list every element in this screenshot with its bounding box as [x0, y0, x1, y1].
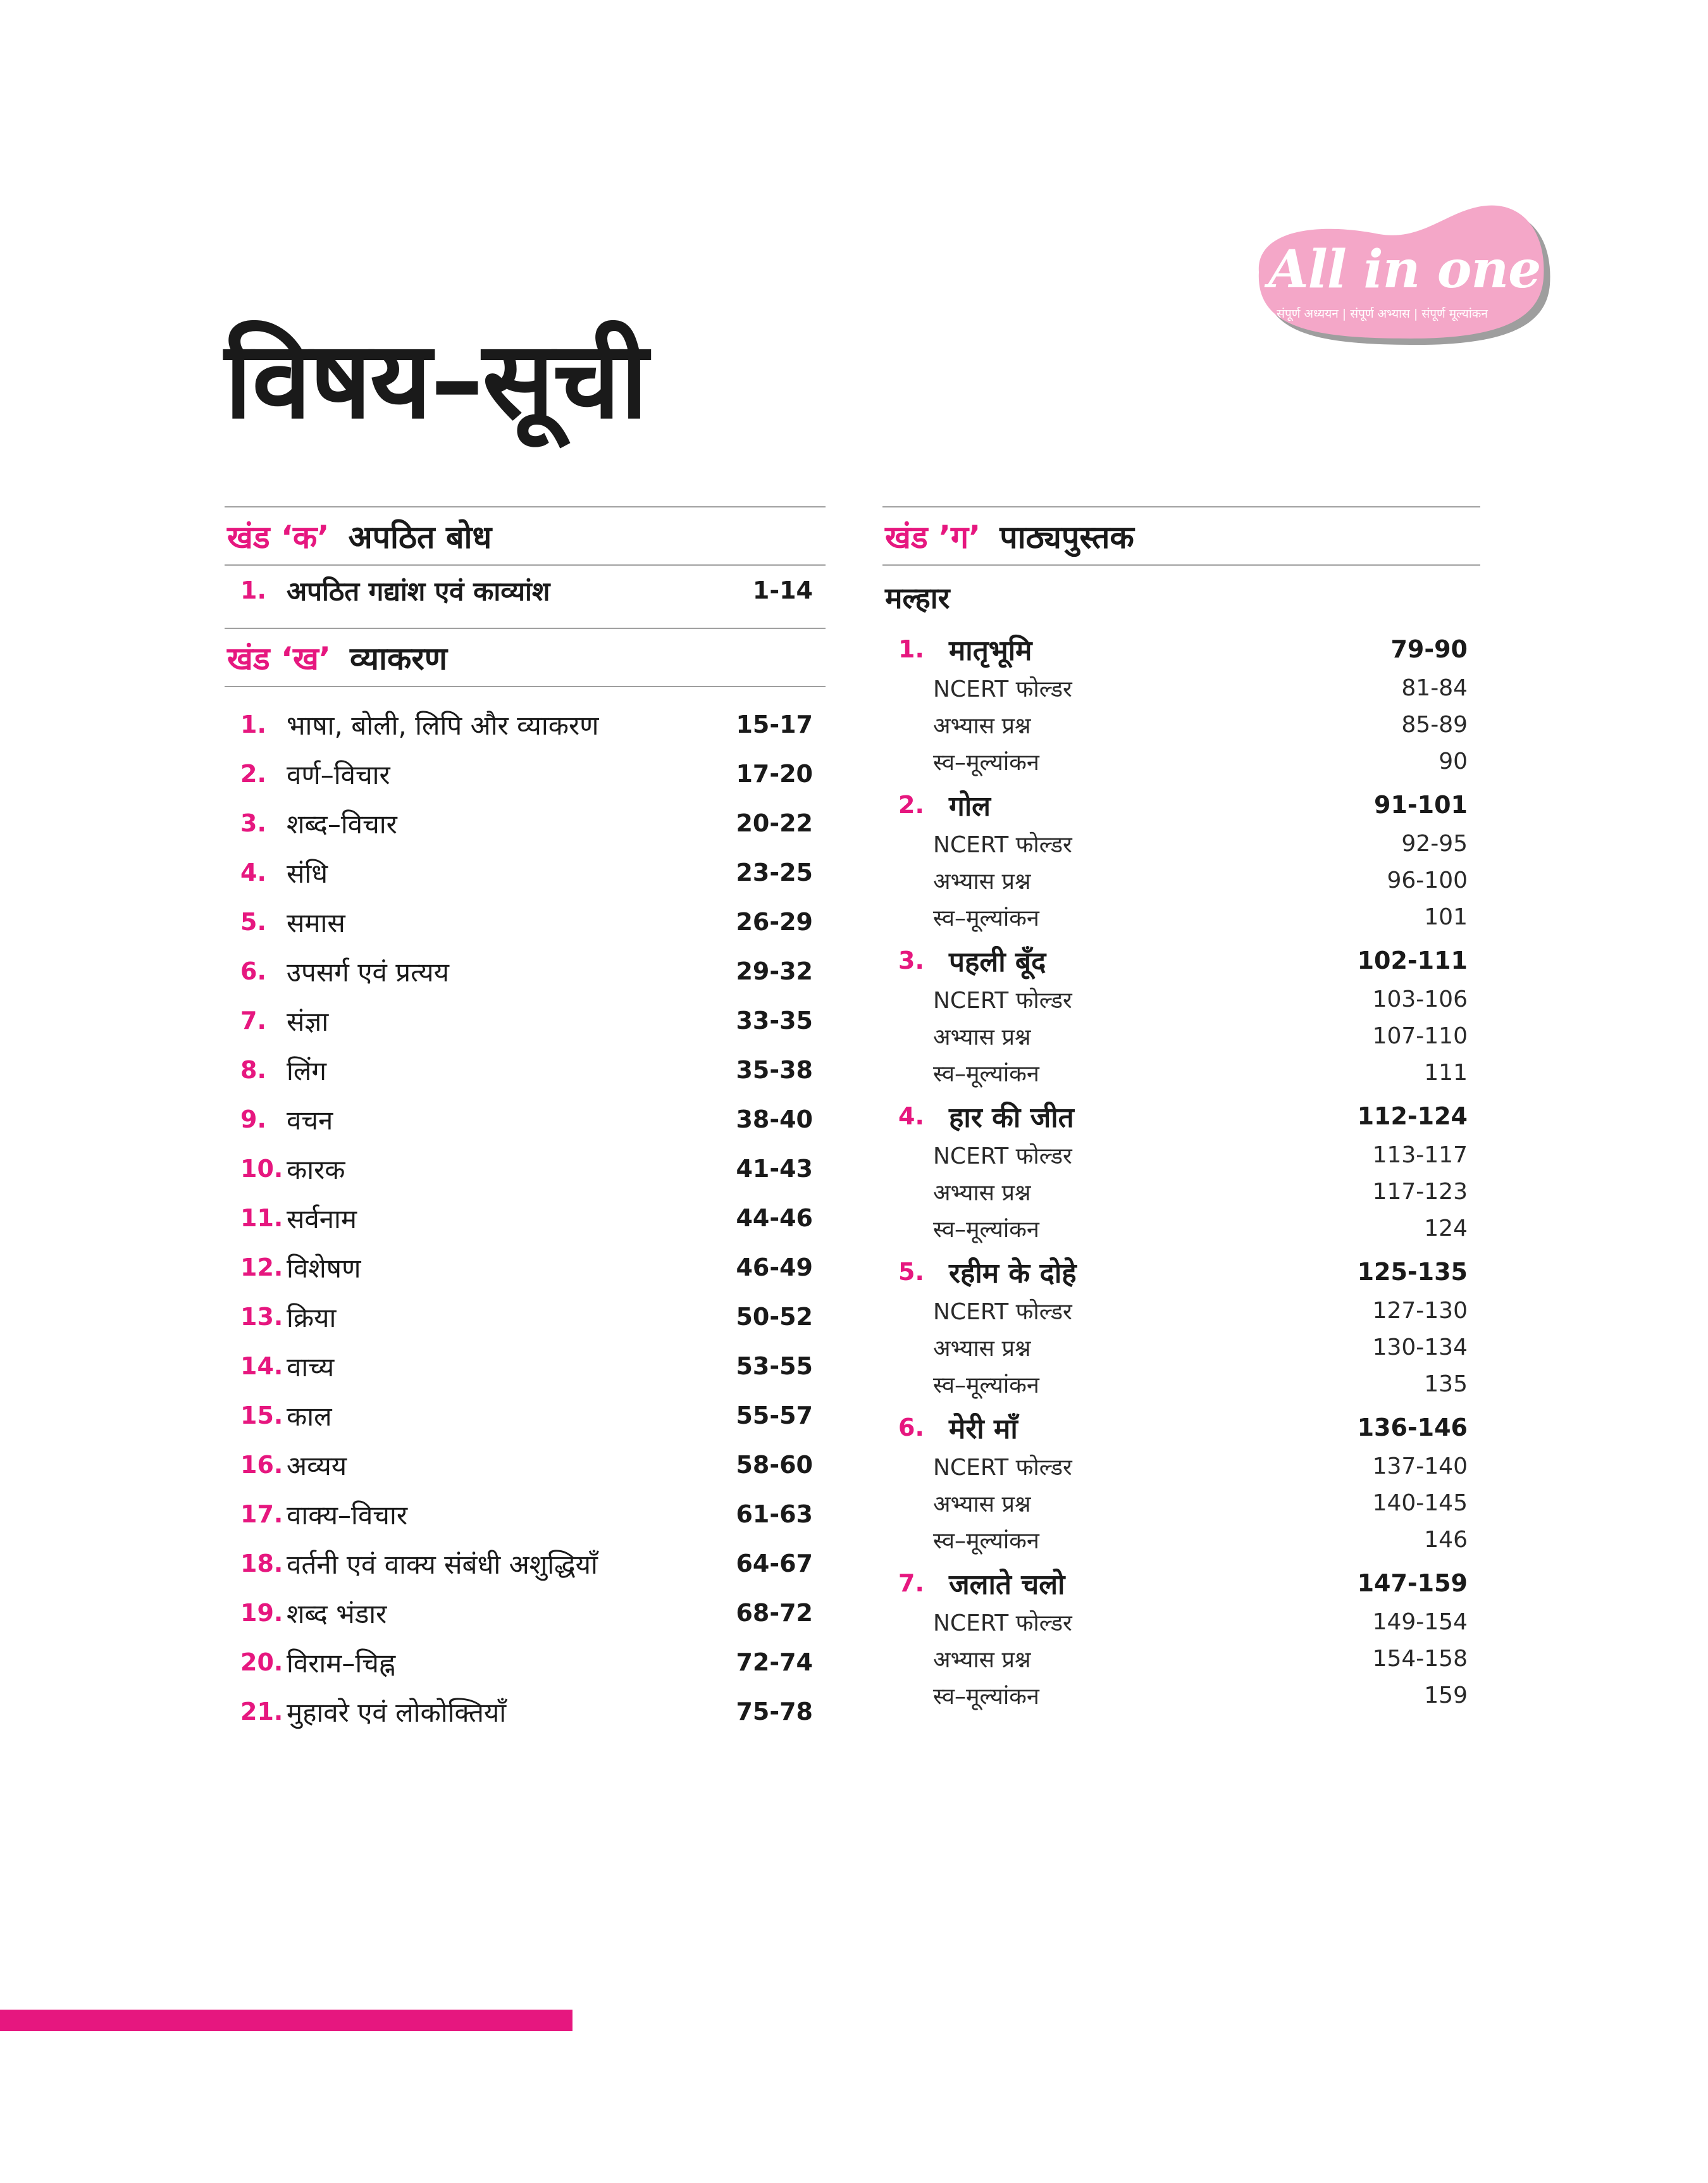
entry-pages: 72-74	[736, 1648, 813, 1676]
sub-entry-label: अभ्यास प्रश्न	[933, 712, 1031, 739]
toc-entry	[225, 1440, 826, 1490]
chapter-pages: 147-159	[1357, 1569, 1468, 1597]
chapter-title: रहीम के दोहे	[949, 1257, 1077, 1290]
entry-number: 10.	[240, 1155, 283, 1183]
chapter-entry	[882, 785, 1480, 825]
toc-entry	[225, 1243, 826, 1292]
entry-pages: 20-22	[736, 809, 813, 837]
chapter-number: 3.	[898, 947, 924, 974]
entry-title: वाच्य	[287, 1351, 335, 1383]
toc-entry	[225, 1687, 826, 1736]
entry-title: समास	[287, 907, 345, 938]
chapter-number: 4.	[898, 1102, 924, 1130]
chapter-sub-entry	[882, 1329, 1480, 1365]
entry-title: विशेषण	[287, 1252, 361, 1284]
toc-entry	[225, 1045, 826, 1095]
entry-number: 16.	[240, 1451, 283, 1479]
sub-entry-label: स्व–मूल्यांकन	[933, 1527, 1039, 1554]
toc-entry	[225, 566, 826, 615]
entry-pages: 23-25	[736, 859, 813, 886]
sub-entry-pages: 85-89	[1401, 711, 1468, 738]
section-c-list	[882, 629, 1480, 1719]
toc-entry	[225, 799, 826, 848]
chapter-sub-entry	[882, 1677, 1480, 1713]
toc-entry	[225, 1341, 826, 1391]
toc-entry	[225, 1391, 826, 1440]
chapter-sub-entry	[882, 1054, 1480, 1091]
toc-entry	[225, 749, 826, 799]
entry-title: विराम–चिह्न	[287, 1647, 396, 1679]
entry-number: 3.	[240, 809, 266, 837]
entry-title: सर्वनाम	[287, 1203, 357, 1235]
chapter-number: 7.	[898, 1569, 924, 1597]
right-column	[882, 506, 1480, 1719]
sub-entry-label: अभ्यास प्रश्न	[933, 1335, 1031, 1362]
sub-entry-label: अभ्यास प्रश्न	[933, 1179, 1031, 1206]
toc-entry	[225, 1144, 826, 1193]
toc-entry	[225, 1638, 826, 1687]
chapter-sub-entry	[882, 706, 1480, 743]
sub-entry-label: स्व–मूल्यांकन	[933, 1060, 1039, 1087]
sub-entry-pages: 90	[1439, 748, 1468, 774]
entry-pages: 53-55	[736, 1352, 813, 1380]
entry-number: 11.	[240, 1204, 283, 1232]
entry-number: 12.	[240, 1253, 283, 1281]
toc-entry	[225, 897, 826, 947]
chapter-title: पहली बूँद	[949, 946, 1046, 978]
section-a-list	[225, 566, 826, 615]
entry-pages: 41-43	[736, 1155, 813, 1183]
chapter-pages: 102-111	[1357, 947, 1468, 974]
toc-entry	[225, 848, 826, 897]
bottom-accent-bar	[0, 2010, 572, 2031]
chapter-title: जलाते चलो	[949, 1569, 1065, 1601]
entry-pages: 44-46	[736, 1204, 813, 1232]
chapter-pages: 136-146	[1357, 1414, 1468, 1441]
sub-entry-label: स्व–मूल्यांकन	[933, 749, 1039, 776]
entry-title: कारक	[287, 1154, 345, 1185]
entry-title: वाक्य–विचार	[287, 1499, 408, 1531]
toc-entry	[225, 1588, 826, 1638]
chapter-pages: 112-124	[1357, 1102, 1468, 1130]
entry-title: संधि	[287, 857, 328, 889]
sub-entry-pages: 154-158	[1372, 1645, 1468, 1672]
sub-entry-label: अभ्यास प्रश्न	[933, 1024, 1031, 1050]
chapter-sub-entry	[882, 899, 1480, 935]
section-a-title: अपठित बोध	[348, 519, 492, 556]
entry-pages: 15-17	[736, 711, 813, 738]
entry-number: 2.	[240, 760, 266, 788]
section-b-list	[225, 700, 826, 1736]
entry-number: 6.	[240, 957, 266, 985]
entry-number: 8.	[240, 1056, 266, 1084]
section-c-label: खंड ’ग’	[885, 519, 981, 556]
chapter-entry	[882, 629, 1480, 669]
chapter-entry	[882, 1096, 1480, 1136]
chapter-entry	[882, 1407, 1480, 1448]
sub-entry-label: स्व–मूल्यांकन	[933, 1216, 1039, 1243]
entry-number: 1.	[240, 576, 266, 604]
chapter-sub-entry	[882, 825, 1480, 862]
sub-entry-label: NCERT फोल्डर	[933, 676, 1072, 702]
chapter-entry	[882, 1252, 1480, 1292]
chapter-sub-entry	[882, 1017, 1480, 1054]
entry-number: 15.	[240, 1402, 283, 1429]
chapter-sub-entry	[882, 1292, 1480, 1329]
entry-pages: 64-67	[736, 1550, 813, 1577]
entry-pages: 33-35	[736, 1007, 813, 1035]
sub-entry-pages: 130-134	[1372, 1334, 1468, 1360]
entry-pages: 55-57	[736, 1402, 813, 1429]
chapter-sub-entry	[882, 669, 1480, 706]
toc-entry	[225, 1490, 826, 1539]
chapter-pages: 79-90	[1390, 635, 1468, 663]
entry-number: 14.	[240, 1352, 283, 1380]
sub-entry-pages: 101	[1424, 904, 1468, 930]
chapter-sub-entry	[882, 1210, 1480, 1247]
sub-entry-pages: 137-140	[1372, 1453, 1468, 1479]
sub-entry-pages: 127-130	[1372, 1297, 1468, 1324]
sub-entry-pages: 140-145	[1372, 1490, 1468, 1516]
sub-entry-label: NCERT फोल्डर	[933, 987, 1072, 1014]
sub-entry-label: स्व–मूल्यांकन	[933, 1372, 1039, 1398]
chapter-number: 1.	[898, 635, 924, 663]
sub-entry-pages: 92-95	[1401, 830, 1468, 857]
toc-entry	[225, 700, 826, 749]
toc-entry	[225, 947, 826, 996]
section-a-label: खंड ‘क’	[227, 519, 330, 556]
toc-entry	[225, 1292, 826, 1341]
chapter-title: गोल	[949, 790, 991, 823]
entry-title: उपसर्ग एवं प्रत्यय	[287, 956, 449, 988]
chapter-sub-entry	[882, 1448, 1480, 1484]
chapter-number: 6.	[898, 1414, 924, 1441]
entry-number: 5.	[240, 908, 266, 936]
chapter-sub-entry	[882, 862, 1480, 899]
chapter-pages: 91-101	[1374, 791, 1468, 819]
entry-pages: 26-29	[736, 908, 813, 936]
sub-entry-label: स्व–मूल्यांकन	[933, 1683, 1039, 1710]
entry-number: 18.	[240, 1550, 283, 1577]
entry-number: 19.	[240, 1599, 283, 1627]
logo-tagline: संपूर्ण अध्ययन | संपूर्ण अभ्यास | संपूर्ण मूल्यांकन	[1277, 307, 1488, 321]
chapter-sub-entry	[882, 1484, 1480, 1521]
entry-title: मुहावरे एवं लोकोक्तियाँ	[287, 1696, 507, 1728]
chapter-number: 2.	[898, 791, 924, 819]
entry-pages: 50-52	[736, 1303, 813, 1331]
sub-entry-pages: 103-106	[1372, 986, 1468, 1012]
entry-pages: 68-72	[736, 1599, 813, 1627]
sub-entry-label: अभ्यास प्रश्न	[933, 1491, 1031, 1517]
book-title: मल्हार	[885, 581, 950, 615]
chapter-sub-entry	[882, 1521, 1480, 1558]
section-b-title: व्याकरण	[349, 640, 448, 677]
chapter-entry	[882, 1563, 1480, 1603]
chapter-title: मातृभूमि	[949, 635, 1032, 667]
entry-number: 4.	[240, 859, 266, 886]
section-b-label: खंड ‘ख’	[227, 640, 331, 677]
entry-pages: 29-32	[736, 957, 813, 985]
section-c-header	[882, 506, 1480, 566]
left-column	[225, 506, 826, 1736]
sub-entry-pages: 117-123	[1372, 1178, 1468, 1205]
entry-pages: 38-40	[736, 1105, 813, 1133]
section-c-title: पाठ्यपुस्तक	[999, 519, 1134, 556]
entry-title: वर्ण–विचार	[287, 759, 390, 790]
chapter-entry	[882, 940, 1480, 981]
chapter-sub-entry	[882, 981, 1480, 1017]
entry-pages: 58-60	[736, 1451, 813, 1479]
chapter-sub-entry	[882, 1365, 1480, 1402]
entry-number: 21.	[240, 1698, 283, 1726]
entry-title: क्रिया	[287, 1302, 337, 1333]
entry-number: 17.	[240, 1500, 283, 1528]
section-a-header	[225, 506, 826, 566]
sub-entry-label: NCERT फोल्डर	[933, 1610, 1072, 1636]
sub-entry-label: NCERT फोल्डर	[933, 1298, 1072, 1325]
sub-entry-label: NCERT फोल्डर	[933, 1454, 1072, 1481]
toc-entry	[225, 996, 826, 1045]
chapter-title: मेरी माँ	[949, 1413, 1018, 1445]
chapter-sub-entry	[882, 1173, 1480, 1210]
entry-title: लिंग	[287, 1055, 327, 1086]
sub-entry-label: स्व–मूल्यांकन	[933, 905, 1039, 931]
entry-number: 7.	[240, 1007, 266, 1035]
entry-title: अपठित गद्यांश एवं काव्यांश	[287, 575, 550, 607]
entry-title: अव्यय	[287, 1450, 347, 1481]
entry-title: शब्द–विचार	[287, 808, 397, 840]
entry-title: भाषा, बोली, लिपि और व्याकरण	[287, 709, 599, 741]
entry-pages: 17-20	[736, 760, 813, 788]
brand-logo	[1221, 196, 1556, 351]
entry-title: काल	[287, 1400, 332, 1432]
entry-title: वचन	[287, 1104, 333, 1136]
sub-entry-label: NCERT फोल्डर	[933, 1143, 1072, 1169]
chapter-sub-entry	[882, 1136, 1480, 1173]
chapter-sub-entry	[882, 1603, 1480, 1640]
entry-title: वर्तनी एवं वाक्य संबंधी अशुद्धियाँ	[287, 1548, 598, 1580]
logo-brand-text: All in one	[1268, 239, 1541, 300]
chapter-pages: 125-135	[1357, 1258, 1468, 1286]
entry-pages: 75-78	[736, 1698, 813, 1726]
sub-entry-pages: 159	[1424, 1682, 1468, 1708]
chapter-sub-entry	[882, 1640, 1480, 1677]
entry-title: शब्द भंडार	[287, 1598, 387, 1629]
sub-entry-pages: 107-110	[1372, 1023, 1468, 1049]
page-title: विषय–सूची	[225, 318, 647, 442]
entry-number: 1.	[240, 711, 266, 738]
sub-entry-pages: 124	[1424, 1215, 1468, 1241]
entry-pages: 61-63	[736, 1500, 813, 1528]
toc-entry	[225, 1095, 826, 1144]
sub-entry-pages: 149-154	[1372, 1608, 1468, 1635]
sub-entry-label: अभ्यास प्रश्न	[933, 1646, 1031, 1673]
entry-title: संज्ञा	[287, 1005, 329, 1037]
section-b-header	[225, 628, 826, 687]
sub-entry-pages: 81-84	[1401, 675, 1468, 701]
entry-number: 9.	[240, 1105, 266, 1133]
toc-entry	[225, 1193, 826, 1243]
entry-number: 13.	[240, 1303, 283, 1331]
entry-pages: 1-14	[752, 576, 813, 604]
chapter-title: हार की जीत	[949, 1102, 1074, 1134]
sub-entry-pages: 146	[1424, 1526, 1468, 1553]
chapter-number: 5.	[898, 1258, 924, 1286]
sub-entry-pages: 135	[1424, 1371, 1468, 1397]
sub-entry-pages: 111	[1424, 1059, 1468, 1086]
toc-entry	[225, 1539, 826, 1588]
sub-entry-pages: 96-100	[1387, 867, 1468, 893]
sub-entry-pages: 113-117	[1372, 1141, 1468, 1168]
sub-entry-label: अभ्यास प्रश्न	[933, 868, 1031, 895]
entry-pages: 35-38	[736, 1056, 813, 1084]
sub-entry-label: NCERT फोल्डर	[933, 831, 1072, 858]
entry-pages: 46-49	[736, 1253, 813, 1281]
entry-number: 20.	[240, 1648, 283, 1676]
chapter-sub-entry	[882, 743, 1480, 780]
